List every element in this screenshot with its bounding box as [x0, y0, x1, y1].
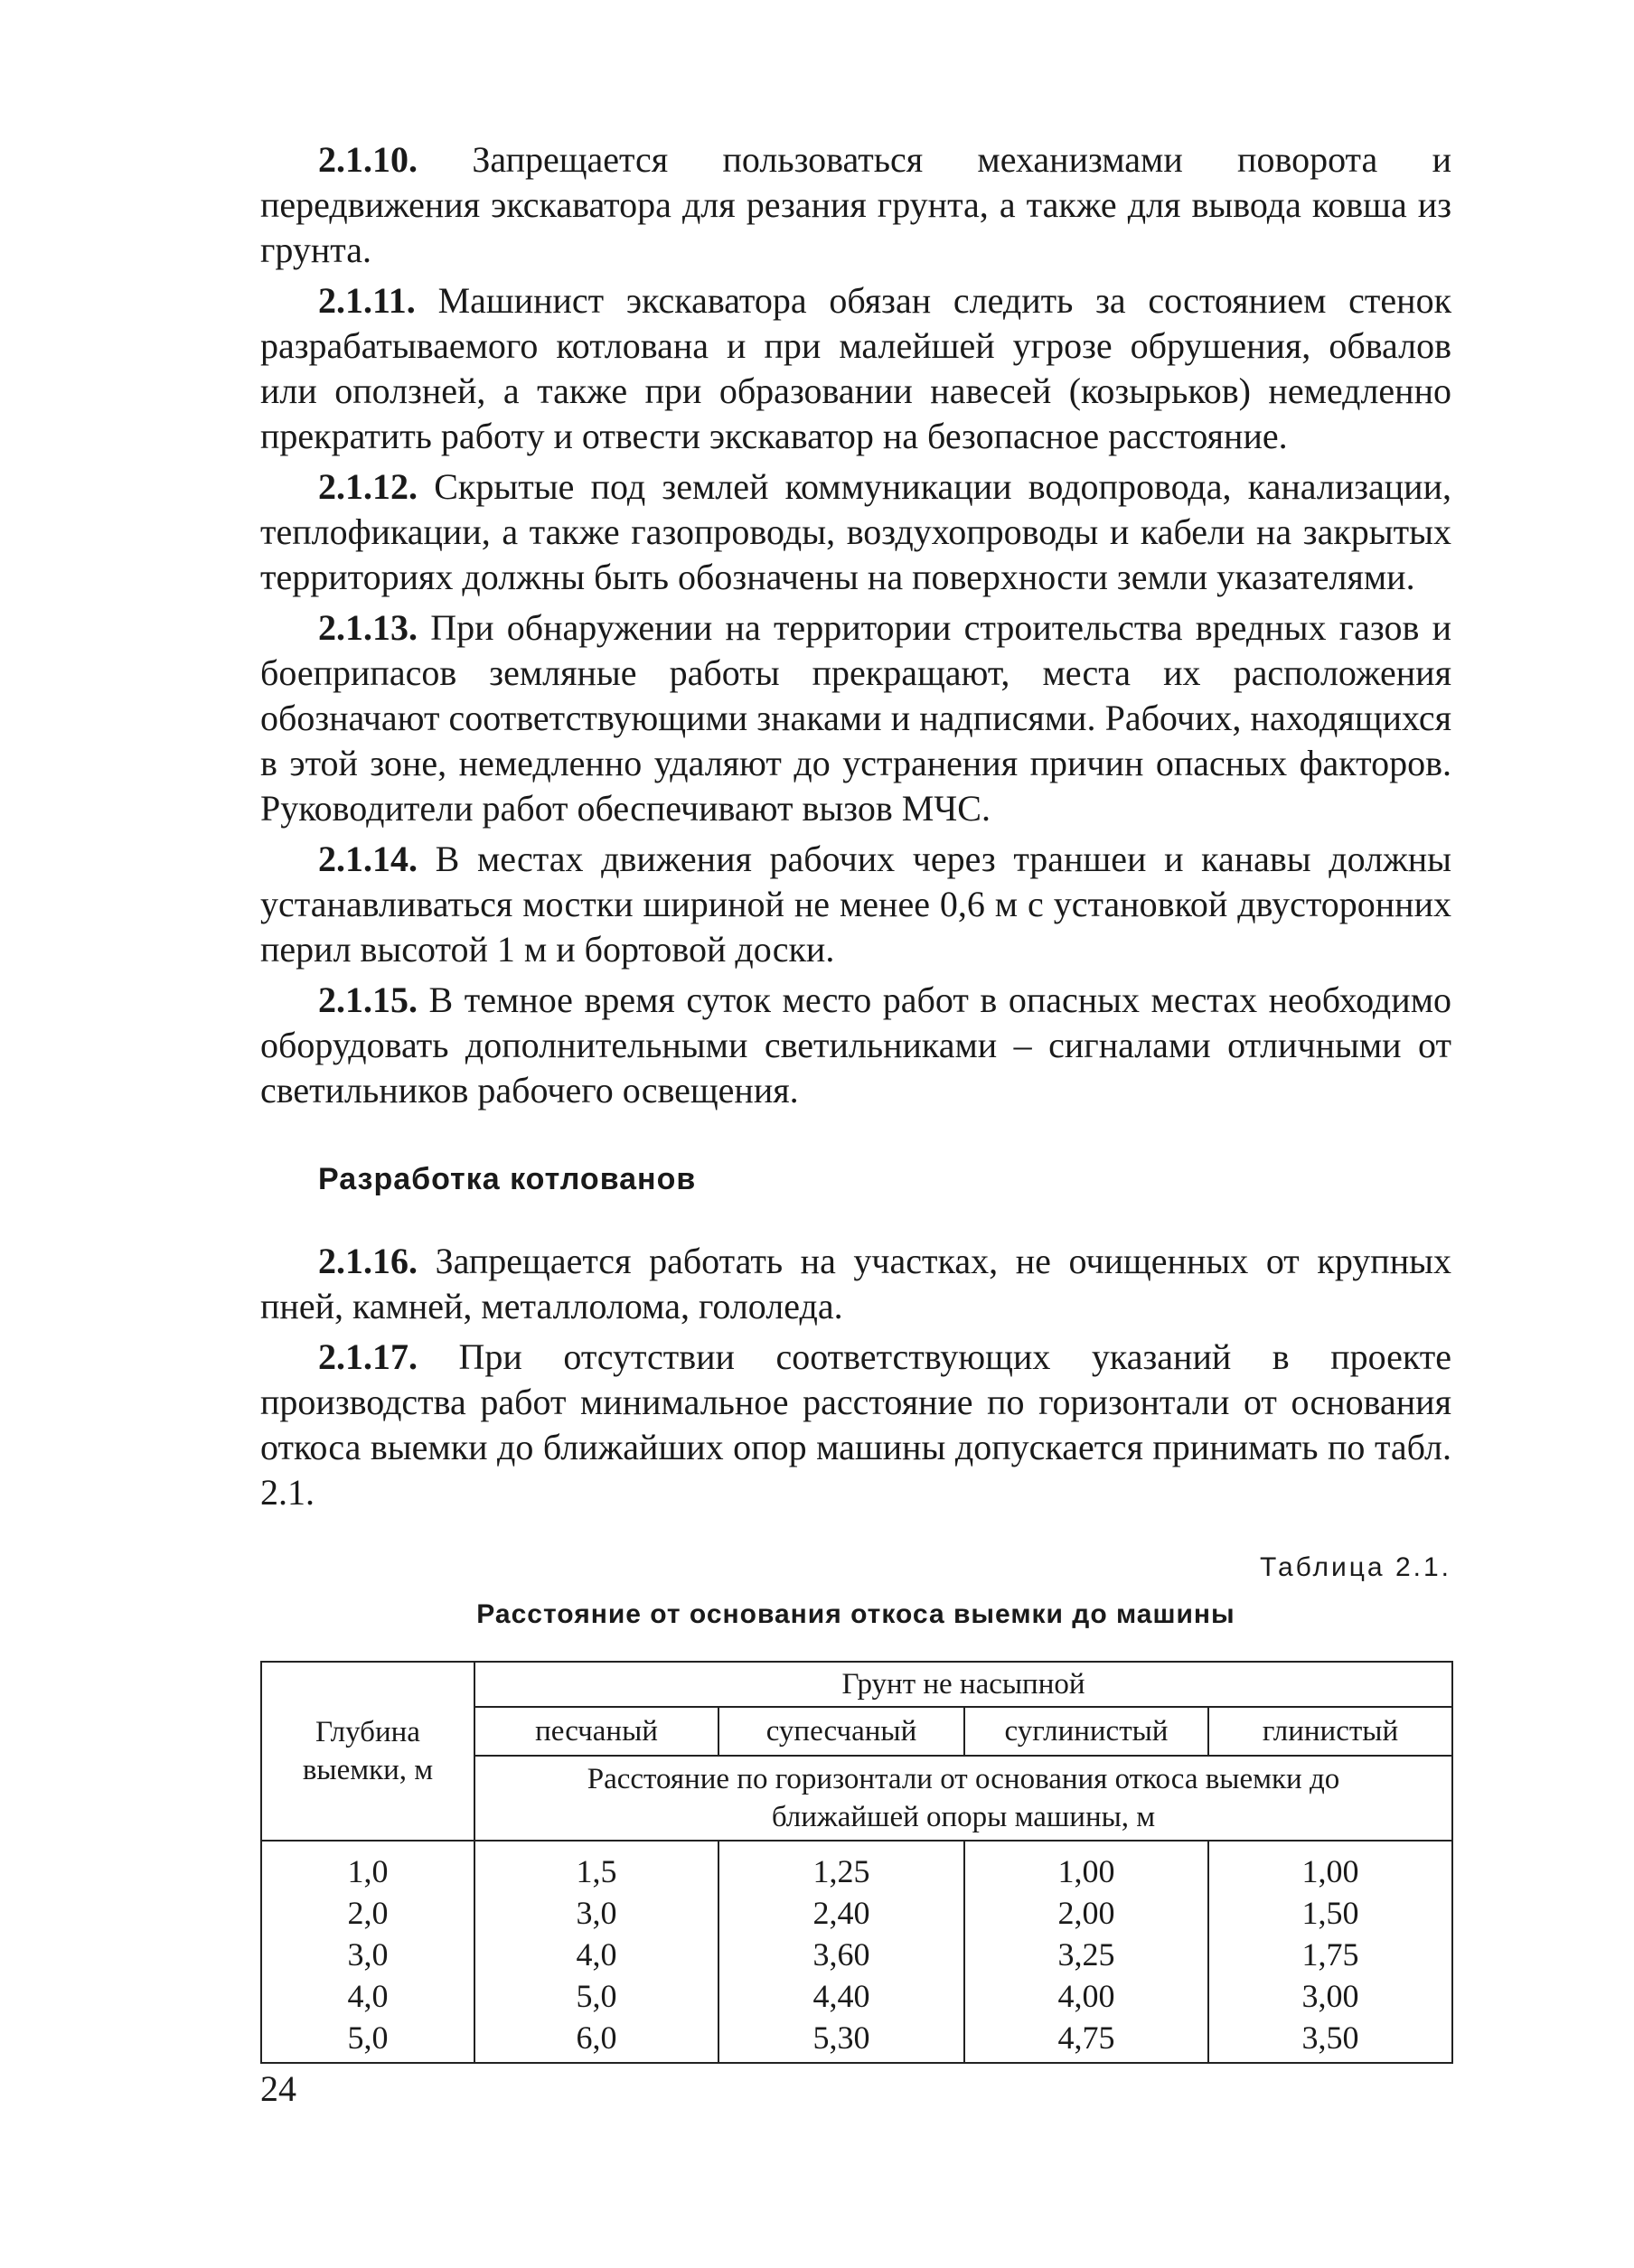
table-header-row	[261, 1662, 1452, 1707]
table-cell: 3,0	[347, 1936, 389, 1973]
table-cell: 3,25	[1057, 1936, 1115, 1973]
table-cell: 1,25	[812, 1853, 870, 1889]
soil-type-header: песчаный	[474, 1707, 718, 1756]
paragraph-2-1-10	[260, 137, 1451, 273]
clause-text: При обнаружении на территории строительства вредных газов и боеприпасов земляные работы прекращают, места их расположения обозначают соответствующими знаками и надписями. Рабочих, находящихся в этой зоне, немедленно удаляют до устранения причин опасных факторов. Руководители работ обеспечивают вызов МЧС.	[260, 607, 1451, 829]
sandy-column	[474, 1841, 718, 2063]
distance-table	[260, 1661, 1453, 2064]
soil-type-header: супесчаный	[718, 1707, 964, 1756]
clause-text: В темное время суток место работ в опасных местах необходимо оборудовать дополнительными светильниками – сигналами отличными от светильников рабочего освещения.	[260, 979, 1451, 1111]
table-cell: 3,0	[576, 1895, 617, 1931]
loam-column	[964, 1841, 1208, 2063]
table-cell: 5,0	[347, 2020, 389, 2056]
table-cell: 1,0	[347, 1853, 389, 1889]
paragraph-2-1-11	[260, 278, 1451, 459]
table-cell: 4,0	[347, 1978, 389, 2014]
table-cell: 2,40	[812, 1895, 870, 1931]
clause-number: 2.1.11.	[318, 280, 416, 321]
body-text	[260, 137, 1451, 1521]
clause-number: 2.1.14.	[318, 839, 418, 879]
depth-column	[261, 1841, 474, 2063]
table-cell: 5,30	[812, 2020, 870, 2056]
table-cell: 3,60	[812, 1936, 870, 1973]
soil-type-header: суглинистый	[964, 1707, 1208, 1756]
section-heading: Разработка котлованов	[318, 1162, 697, 1196]
clause-text: Запрещается пользоваться механизмами поворота и передвижения экскаватора для резания грунта, а также для вывода ковша из грунта.	[260, 139, 1451, 270]
table-cell: 3,50	[1301, 2020, 1359, 2056]
clause-number: 2.1.13.	[318, 607, 418, 648]
paragraph-2-1-16	[260, 1239, 1451, 1329]
distance-header: Расстояние по горизонтали от основания откоса выемки до ближайшей опоры машины, м	[474, 1756, 1452, 1841]
paragraph-2-1-17	[260, 1335, 1451, 1515]
clause-text: При отсутствии соответствующих указаний в проекте производства работ минимальное расстояние по горизонтали от основания откоса выемки до ближайших опор машины допускается принимать по табл. 2.1.	[260, 1336, 1451, 1513]
clause-text: В местах движения рабочих через траншеи и канавы должны устанавливаться мостки шириной не менее 0,6 м с установкой двусторонних перил высотой 1 м и бортовой доски.	[260, 839, 1451, 970]
clause-text: Скрытые под землей коммуникации водопровода, канализации, теплофикации, а также газопроводы, воздухопроводы и кабели на закрытых территориях должны быть обозначены на поверхности земли указателями.	[260, 466, 1451, 597]
table-cell: 6,0	[576, 2020, 617, 2056]
table-caption: Таблица 2.1.	[1259, 1552, 1451, 1582]
table-row	[261, 1841, 1452, 2063]
table-cell: 4,00	[1057, 1978, 1115, 2014]
clause-number: 2.1.17.	[318, 1336, 418, 1377]
table-cell: 2,00	[1057, 1895, 1115, 1931]
paragraph-2-1-14	[260, 837, 1451, 972]
table-cell: 1,00	[1057, 1853, 1115, 1889]
table-cell: 4,75	[1057, 2020, 1115, 2056]
paragraph-2-1-12	[260, 464, 1451, 600]
clause-number: 2.1.16.	[318, 1241, 418, 1281]
table-cell: 3,00	[1301, 1978, 1359, 2014]
clause-number: 2.1.10.	[318, 139, 418, 180]
clause-number: 2.1.12.	[318, 466, 418, 507]
paragraph-2-1-13	[260, 605, 1451, 831]
clause-number: 2.1.15.	[318, 979, 418, 1020]
paragraph-2-1-15	[260, 978, 1451, 1113]
table-title: Расстояние от основания откоса выемки до машины	[476, 1599, 1235, 1629]
table-cell: 1,75	[1301, 1936, 1359, 1973]
page-number: 24	[260, 2068, 296, 2109]
table-cell: 5,0	[576, 1978, 617, 2014]
clay-column	[1208, 1841, 1452, 2063]
table-cell: 4,0	[576, 1936, 617, 1973]
table-cell: 1,5	[576, 1853, 617, 1889]
soil-type-header: глинистый	[1208, 1707, 1452, 1756]
table-cell: 2,0	[347, 1895, 389, 1931]
table-cell: 1,50	[1301, 1895, 1359, 1931]
sandy-loam-column	[718, 1841, 964, 2063]
table-cell: 1,00	[1301, 1853, 1359, 1889]
soil-header: Грунт не насыпной	[474, 1662, 1452, 1707]
clause-text: Машинист экскаватора обязан следить за состоянием стенок разрабатываемого котлована и при малейшей угрозе обрушения, обвалов или оползней, а также при образовании навесей (козырьков) немедленно прекратить работу и отвести экскаватор на безопасное расстояние.	[260, 280, 1451, 456]
table-cell: 4,40	[812, 1978, 870, 2014]
clause-text: Запрещается работать на участках, не очищенных от крупных пней, камней, металлолома, гололеда.	[260, 1241, 1451, 1326]
depth-header: Глубина выемки, м	[261, 1662, 474, 1841]
